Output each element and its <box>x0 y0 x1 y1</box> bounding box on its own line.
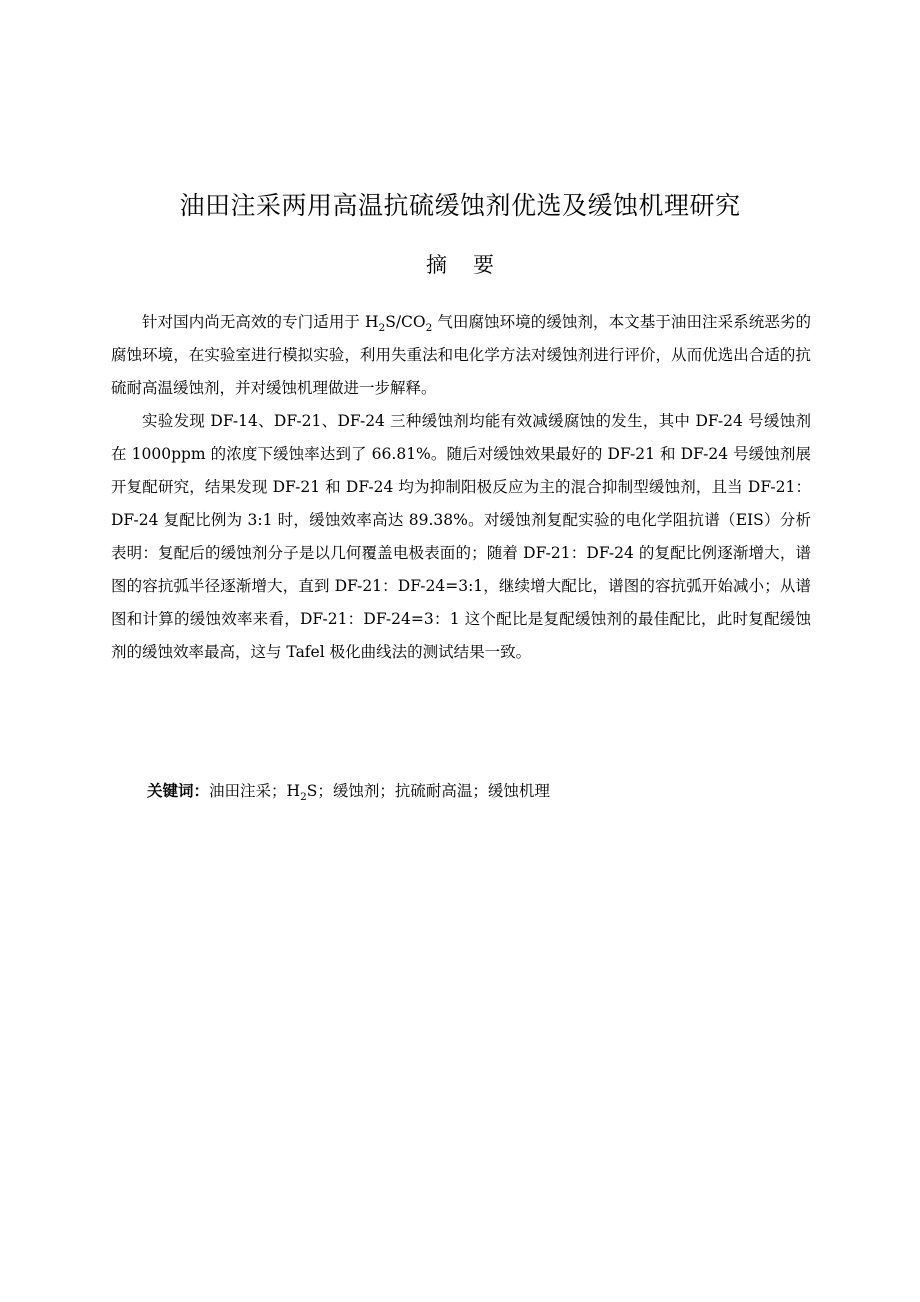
formula-s-co: S/CO <box>385 313 426 331</box>
abstract-paragraph-2: 实验发现 DF-14、DF-21、DF-24 三种缓蚀剂均能有效减缓腐蚀的发生，其中 DF-24 号缓蚀剂在 1000ppm 的浓度下缓蚀率达到了 66.81%。随后对缓蚀效果最好的 DF-21 和 DF-24 号缓蚀剂展开复配研究，结果发现 DF-21 和 DF-24 均为抑制阳极反应为主的混合抑制型缓蚀剂，且当 DF-21：DF-24 复配比例为 3:1 时，缓蚀效率高达 89.38%。对缓蚀剂复配实验的电化学阻抗谱（EIS）分析表明：复配后的缓蚀剂分子是以几何覆盖电极表面的；随着 DF-21：DF-24 的复配比例逐渐增大，谱图的容抗弧半径逐渐增大，直到 DF-21：DF-24=3:1，继续增大配比，谱图的容抗弧开始减小；从谱图和计算的缓蚀效率来看，DF-21：DF-24=3：1 这个配比是复配缓蚀剂的最佳配比，此时复配缓蚀剂的缓蚀效率最高，这与 Tafel 极化曲线法的测试结果一致。 <box>111 412 811 661</box>
formula-co-subscript: 2 <box>425 322 433 335</box>
keywords-line <box>147 776 807 806</box>
paragraph1-intro: 针对国内尚无高效的专门适用于 <box>142 313 360 331</box>
formula-h-subscript: 2 <box>378 322 386 335</box>
abstract-body <box>111 306 811 669</box>
abstract-heading-char-2: 要 <box>473 253 494 277</box>
abstract-heading-char-1: 摘 <box>426 253 447 277</box>
document-title: 油田注采两用高温抗硫缓蚀剂优选及缓蚀机理研究 <box>179 191 741 220</box>
keyword-2-h: H <box>286 782 301 800</box>
keyword-2-subscript: 2 <box>300 791 307 804</box>
keyword-3: 缓蚀剂；抗硫耐高温；缓蚀机理 <box>332 782 550 800</box>
paragraph1-rest: 气田腐蚀环境的缓蚀剂，本文基于油田注采系统恶劣的腐蚀环境，在实验室进行模拟实验，利用失重法和电化学方法对缓蚀剂进行评价，从而优选出合适的抗硫耐高温缓蚀剂，并对缓蚀机理做进一步解释。 <box>111 313 811 397</box>
keyword-2-rest: S； <box>306 782 333 800</box>
keyword-1: 油田注采； <box>209 782 287 800</box>
abstract-paragraph-1 <box>111 306 811 405</box>
formula-h: H <box>364 313 379 331</box>
keywords-label: 关键词： <box>147 782 210 800</box>
abstract-heading <box>0 250 920 280</box>
